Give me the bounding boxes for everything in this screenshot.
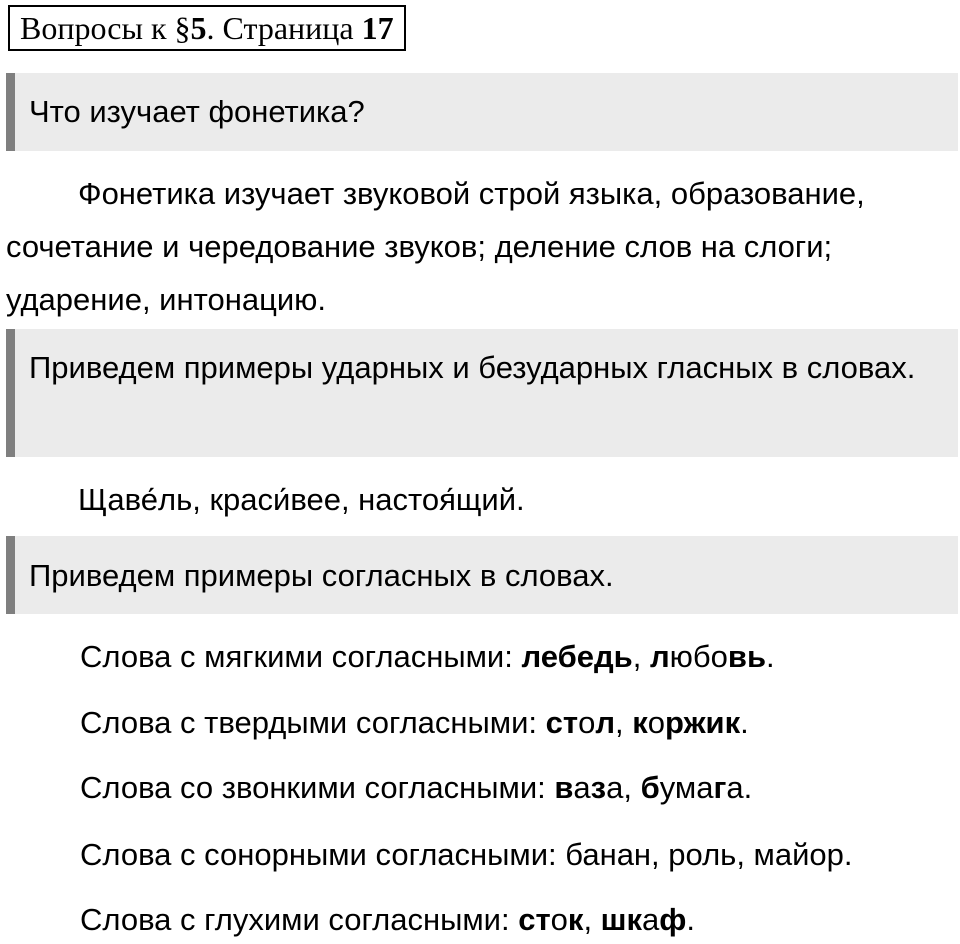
title-separator: . Страница bbox=[206, 10, 362, 46]
example-label: Слова со звонкими согласными: bbox=[80, 770, 555, 805]
example-label: Слова с глухими согласными: bbox=[80, 902, 519, 937]
page-title bbox=[8, 5, 406, 51]
title-prefix: Вопросы к § bbox=[20, 10, 191, 46]
question-text: Приведем примеры ударных и безударных гласных в словах. bbox=[29, 350, 916, 385]
question-text: Что изучает фонетика? bbox=[29, 94, 365, 129]
example-label: Слова с твердыми согласными: bbox=[80, 705, 546, 740]
answer-block-1: Фонетика изучает звуковой строй языка, образование, сочетание и чередование звуков; деление слов на слоги; ударение, интонацию. bbox=[6, 176, 865, 317]
question-block-1 bbox=[6, 73, 958, 151]
title-section-number: 5 bbox=[190, 10, 207, 46]
example-voiced-consonants: Слова со звонкими согласными: ваза, бумага. bbox=[80, 770, 753, 805]
example-sonorant-consonants: Слова с сонорными согласными: банан, роль, майор. bbox=[80, 837, 853, 872]
title-page-number: 17 bbox=[361, 10, 394, 46]
answer-block-2: Щаве́ль, краси́вее, настоя́щий. bbox=[78, 482, 525, 517]
question-block-3 bbox=[6, 536, 958, 614]
example-label: Слова с мягкими согласными: bbox=[80, 639, 522, 674]
question-block-2 bbox=[6, 329, 958, 457]
example-voiceless-consonants: Слова с глухими согласными: сток, шкаф. bbox=[80, 902, 696, 937]
example-soft-consonants: Слова с мягкими согласными: лебедь, любовь. bbox=[80, 639, 775, 674]
question-text: Приведем примеры согласных в словах. bbox=[29, 558, 614, 593]
example-hard-consonants: Слова с твердыми согласными: стол, коржик. bbox=[80, 705, 749, 740]
